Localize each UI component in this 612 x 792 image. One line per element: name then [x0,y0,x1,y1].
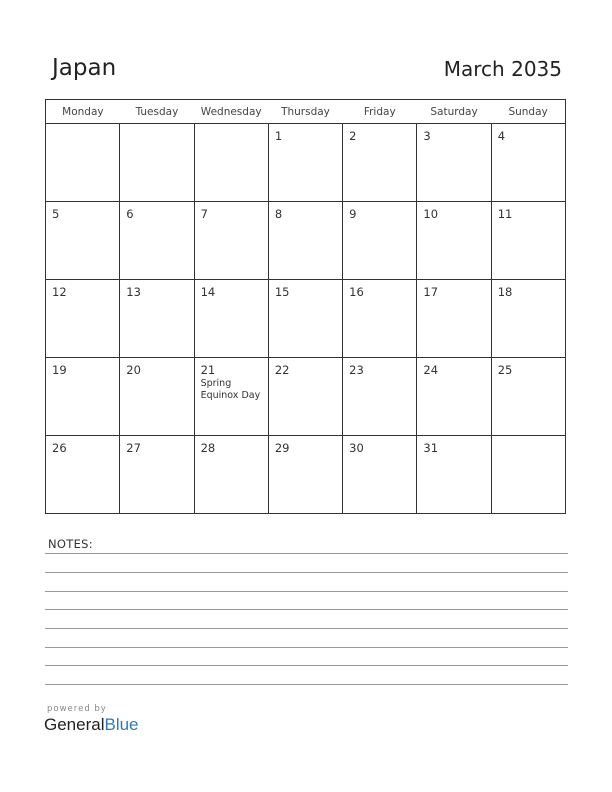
day-number: 17 [423,285,439,299]
day-cell [491,280,565,358]
day-cell [343,124,417,202]
day-number: 28 [200,441,216,455]
week-row-5 [46,436,566,514]
month-year-title: March 2035 [443,57,562,81]
day-cell [46,202,120,280]
day-number: 31 [423,441,439,455]
day-number [120,124,193,129]
brand-name-general: General [44,715,105,734]
weekday-wednesday: Wednesday [194,100,268,124]
day-number: 15 [274,285,290,299]
weekday-monday: Monday [46,100,120,124]
day-cell [194,124,268,202]
day-cell [343,436,417,514]
weekday-saturday: Saturday [417,100,491,124]
notes-line [45,647,568,648]
notes-line [45,609,568,610]
day-number: 20 [126,363,141,377]
day-number: 7 [200,207,208,221]
day-number [492,436,565,441]
day-cell [268,436,342,514]
notes-label: NOTES: [48,537,93,551]
day-cell [120,124,194,202]
day-cell [268,124,342,202]
day-cell [194,202,268,280]
weekday-sunday: Sunday [491,100,565,124]
day-cell [343,202,417,280]
weekday-tuesday: Tuesday [120,100,194,124]
notes-line [45,572,568,573]
day-cell [120,436,194,514]
day-number: 1 [274,129,283,143]
notes-line [45,553,568,554]
day-cell [343,358,417,436]
powered-by-text: powered by [47,704,107,714]
week-row-4 [46,358,566,436]
day-cell [46,280,120,358]
day-cell [417,436,491,514]
day-number: 13 [126,285,141,299]
holiday-label: Spring Equinox Day [200,378,261,401]
day-number: 14 [200,285,216,299]
day-cell [491,358,565,436]
notes-line [45,591,568,592]
day-number: 4 [497,129,506,143]
day-number: 12 [52,285,67,299]
day-number: 11 [497,207,513,221]
day-cell [491,202,565,280]
week-row-1 [46,124,566,202]
day-cell [417,280,491,358]
week-row-3 [46,280,566,358]
day-number: 24 [423,363,439,377]
notes-line [45,684,568,685]
weekday-friday: Friday [343,100,417,124]
brand-name-blue: Blue [104,715,139,734]
day-cell [120,358,194,436]
day-cell [120,202,194,280]
day-cell [120,280,194,358]
day-number: 10 [423,207,439,221]
day-number: 21 [200,363,216,377]
day-cell [194,436,268,514]
day-number: 9 [349,207,357,221]
generalblue-logo [44,704,139,735]
day-cell [417,202,491,280]
day-cell [417,124,491,202]
notes-line [45,665,568,666]
calendar-grid [45,99,566,514]
day-number: 18 [497,285,513,299]
day-cell [491,124,565,202]
day-number: 25 [497,363,513,377]
weekday-header-row [46,100,566,124]
week-row-2 [46,202,566,280]
day-number: 22 [274,363,290,377]
day-number: 23 [349,363,364,377]
day-number [195,124,268,129]
weekday-thursday: Thursday [268,100,342,124]
day-number [46,124,119,129]
day-number: 30 [349,441,364,455]
day-number: 8 [274,207,283,221]
day-cell-holiday [194,358,268,436]
day-cell [268,358,342,436]
day-number: 3 [423,129,431,143]
day-number: 27 [126,441,141,455]
day-cell [268,280,342,358]
day-number: 2 [349,129,357,143]
day-cell [343,280,417,358]
day-cell [46,358,120,436]
day-cell [268,202,342,280]
day-number: 26 [52,441,67,455]
day-cell [46,124,120,202]
brand-name [44,715,139,735]
day-number: 16 [349,285,364,299]
day-cell [491,436,565,514]
day-number: 6 [126,207,134,221]
day-number: 29 [274,441,290,455]
day-number: 19 [52,363,67,377]
country-title: Japan [52,55,117,81]
day-cell [194,280,268,358]
day-cell [417,358,491,436]
notes-line [45,628,568,629]
day-cell [46,436,120,514]
day-number: 5 [52,207,60,221]
